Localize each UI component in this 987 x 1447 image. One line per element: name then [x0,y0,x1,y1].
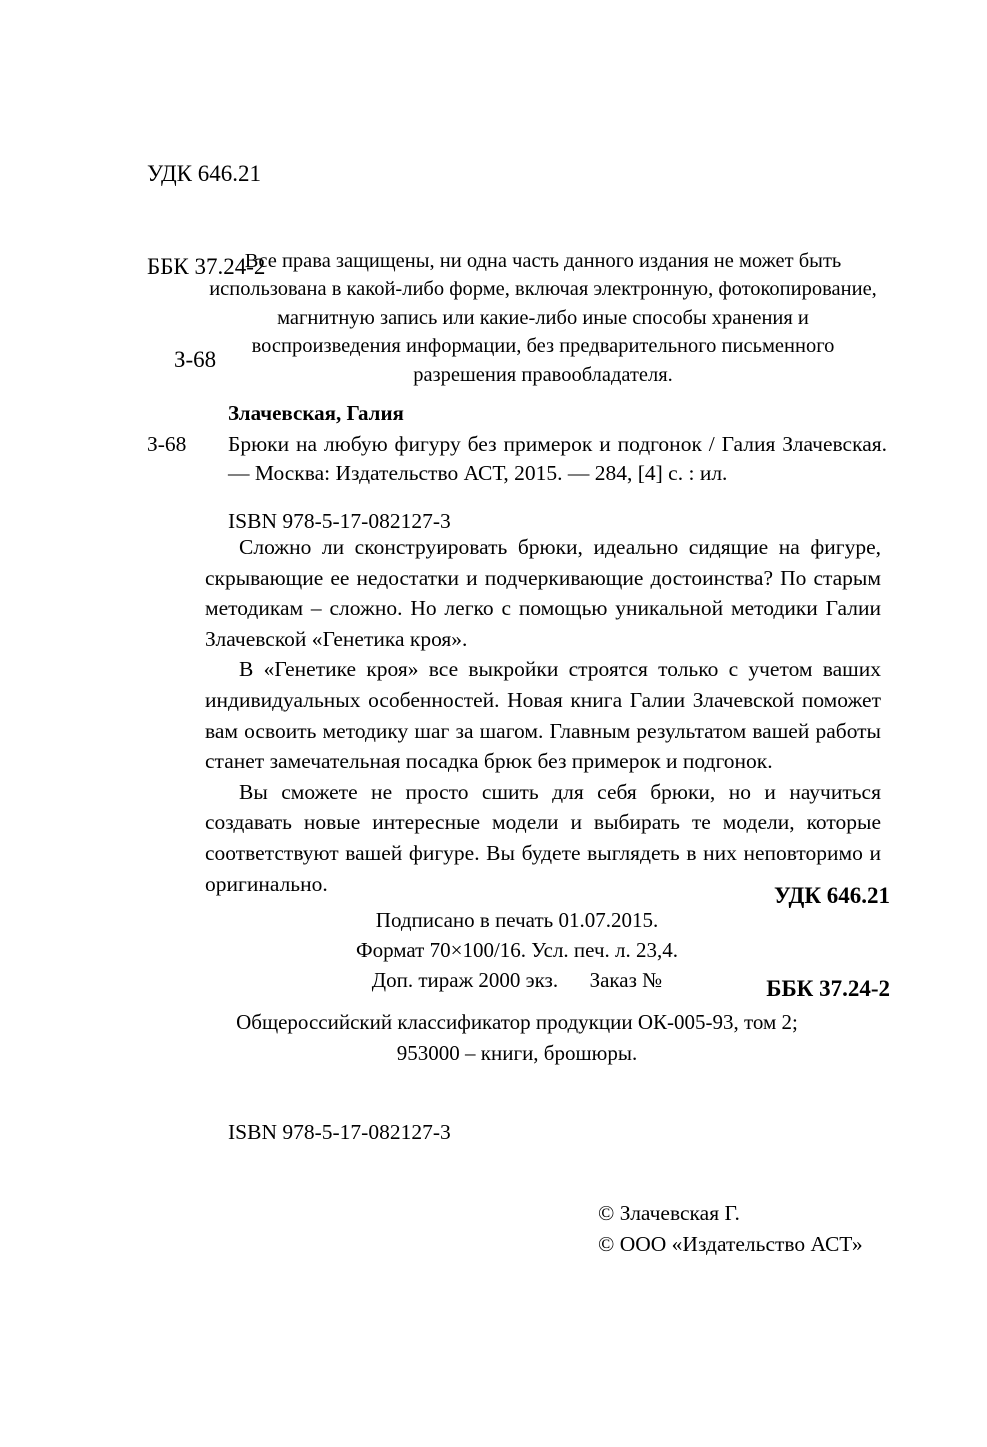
udk-code-top: УДК 646.21 [147,161,261,186]
author-mark-top: З-68 [174,347,217,372]
product-classifier-line-2: 953000 – книги, брошюры. [396,1041,638,1065]
biblio-body [147,430,887,488]
imprint-details [147,905,887,995]
biblio-isbn: ISBN 978-5-17-082127-3 [228,509,451,533]
product-classifier-line-1: Общероссийский классификатор продукции ОК-005-93, том 2; [236,1010,798,1034]
rights-notice: Все права защищены, ни одна часть данного издания не может быть использована в какой-либо форме, включая электронную, фотокопирование, магнитную запись или какие-либо иные способы хранения и воспроизведения информации, без предварительного письменного разрешения правообладателя. [209,250,877,386]
isbn-bottom: ISBN 978-5-17-082127-3 [228,1120,451,1144]
bbk-code-top: ББК 37.24-2 [147,254,266,279]
biblio-author-heading: Злачевская, Галия [228,401,404,425]
print-run-line: Доп. тираж 2000 экз. Заказ № [371,968,663,992]
copyright-publisher: © ООО «Издательство АСТ» [598,1232,863,1256]
biblio-author-mark: З-68 [147,432,187,456]
udk-code-bottom: УДК 646.21 [773,883,890,908]
signed-to-print-line: Подписано в печать 01.07.2015. [375,908,659,932]
copyright-author: © Злачевская Г. [598,1201,740,1225]
format-line: Формат 70×100/16. Усл. печ. л. 23,4. [355,938,679,962]
bbk-code-bottom: ББК 37.24-2 [766,976,890,1001]
bibliographic-record [147,400,887,536]
annotation-paragraph: Вы сможете не просто сшить для себя брюки, но и научиться создавать новые интересные модели и выбирать те модели, которые соответствуют вашей фигуре. Вы будете выглядеть в них неповторимо и оригинально. [205,779,881,896]
copyright-block [598,1198,863,1260]
biblio-description: Брюки на любую фигуру без примерок и подгонок / Галия Злачевская. — Москва: Издательство АСТ, 2015. — 284, [4] с. : ил. [228,432,887,485]
annotation-paragraph: В «Генетике кроя» все выкройки строятся только с учетом ваших индивидуальных особенностей. Новая книга Галии Злачевской поможет вам освоить методику шаг за шагом. Главным результатом вашей работы станет замечательная посадка брюк без примерок и подгонок. [205,657,881,774]
product-classifier-block [147,1007,887,1069]
annotation-paragraph: Сложно ли сконструировать брюки, идеально сидящие на фигуре, скрывающие ее недостатки и подчеркивающие достоинства? По старым методикам – сложно. Но легко с помощью уникальной методики Галии Злачевской «Генетика кроя». [205,535,881,651]
